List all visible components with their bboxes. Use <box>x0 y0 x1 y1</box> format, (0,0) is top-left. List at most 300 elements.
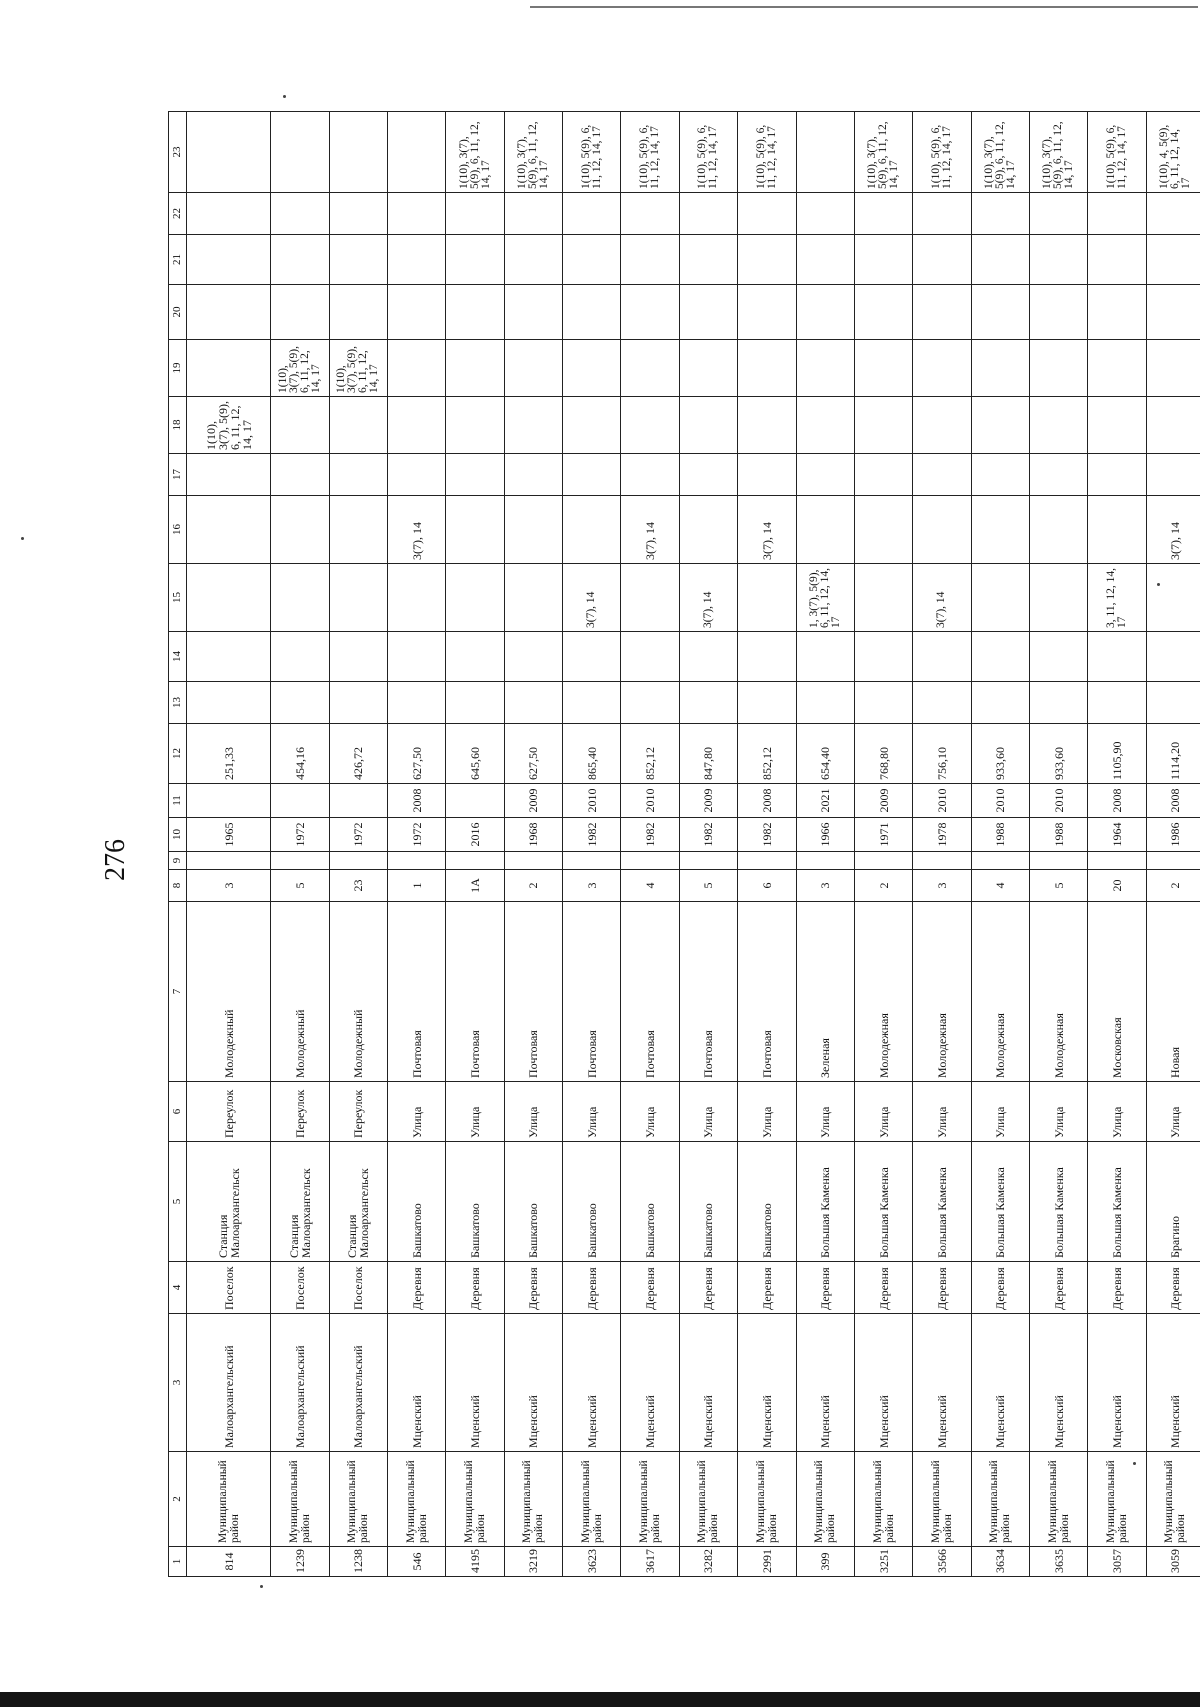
table-cell-col-16 <box>329 496 387 564</box>
table-cell-col-23: 1(10), 3(7), 5(9), 6, 11, 12, 14, 17 <box>446 112 504 193</box>
table-cell-col-8: 6 <box>738 870 796 902</box>
table-cell-col-19 <box>388 340 446 397</box>
table-cell-col-9 <box>504 852 562 870</box>
table-cell-col-9 <box>186 852 271 870</box>
table-cell-col-1: 3282 <box>679 1547 737 1577</box>
table-cell-col-11 <box>186 784 271 818</box>
table-row <box>621 112 679 1577</box>
table-cell-col-3: Мценский <box>1146 1314 1200 1452</box>
table-cell-col-20 <box>186 285 271 340</box>
table-cell-col-4: Поселок <box>186 1262 271 1314</box>
table-cell-col-2: Муниципальный район <box>1088 1452 1146 1547</box>
table-cell-col-16 <box>971 496 1029 564</box>
table-cell-col-9 <box>913 852 971 870</box>
table-cell-col-17 <box>1029 454 1087 496</box>
table-cell-col-1: 1239 <box>271 1547 329 1577</box>
table-cell-col-23: 1(10), 3(7), 5(9), 6, 11, 12, 14, 17 <box>1029 112 1087 193</box>
table-cell-col-5: Башкатово <box>738 1142 796 1262</box>
table-cell-col-15: 3(7), 14 <box>563 564 621 632</box>
table-cell-col-18 <box>738 397 796 454</box>
table-cell-col-15 <box>388 564 446 632</box>
table-cell-col-7: Московская <box>1088 902 1146 1082</box>
table-cell-col-10: 1988 <box>1029 818 1087 852</box>
table-cell-col-4: Деревня <box>388 1262 446 1314</box>
table-cell-col-8: 3 <box>563 870 621 902</box>
table-cell-col-23: 1(10), 5(9), 6, 11, 12, 14, 17 <box>621 112 679 193</box>
table-cell-col-3: Малоархангельский <box>186 1314 271 1452</box>
table-cell-col-21 <box>971 235 1029 285</box>
table-cell-col-8: 3 <box>186 870 271 902</box>
table-cell-col-12: 654,40 <box>796 724 854 784</box>
scan-speck <box>283 95 286 98</box>
table-cell-col-11: 2010 <box>1029 784 1087 818</box>
table-cell-col-20 <box>1146 285 1200 340</box>
page-number: 276 <box>100 839 131 881</box>
table-cell-col-18: 1(10), 3(7), 5(9), 6, 11, 12, 14, 17 <box>186 397 271 454</box>
table-cell-col-13 <box>1088 682 1146 724</box>
table-cell-col-22 <box>679 193 737 235</box>
rotated-table-frame <box>168 112 1200 1577</box>
table-cell-col-14 <box>329 632 387 682</box>
table-cell-col-14 <box>1029 632 1087 682</box>
housing-register-table <box>168 111 1200 1577</box>
table-cell-col-7: Молодежный <box>271 902 329 1082</box>
table-row <box>679 112 737 1577</box>
table-cell-col-8: 1А <box>446 870 504 902</box>
table-cell-col-20 <box>913 285 971 340</box>
table-cell-col-7: Почтовая <box>446 902 504 1082</box>
table-cell-col-22 <box>738 193 796 235</box>
table-cell-col-23 <box>186 112 271 193</box>
column-number: 15 <box>169 564 187 632</box>
table-cell-col-10: 1972 <box>388 818 446 852</box>
table-cell-col-20 <box>329 285 387 340</box>
table-cell-col-5: Станция Малоархангельск <box>329 1142 387 1262</box>
table-cell-col-6: Улица <box>679 1082 737 1142</box>
table-cell-col-7: Молодежная <box>1029 902 1087 1082</box>
table-cell-col-19 <box>679 340 737 397</box>
table-row <box>446 112 504 1577</box>
table-cell-col-19 <box>1088 340 1146 397</box>
table-cell-col-6: Улица <box>971 1082 1029 1142</box>
table-cell-col-16 <box>186 496 271 564</box>
table-cell-col-11: 2010 <box>971 784 1029 818</box>
table-cell-col-6: Улица <box>796 1082 854 1142</box>
table-cell-col-21 <box>679 235 737 285</box>
table-cell-col-5: Большая Каменка <box>971 1142 1029 1262</box>
table-cell-col-3: Мценский <box>796 1314 854 1452</box>
table-cell-col-10: 1966 <box>796 818 854 852</box>
table-cell-col-4: Деревня <box>854 1262 912 1314</box>
table-cell-col-15: 3(7), 14 <box>679 564 737 632</box>
table-cell-col-5: Большая Каменка <box>1088 1142 1146 1262</box>
table-cell-col-13 <box>388 682 446 724</box>
column-number: 6 <box>169 1082 187 1142</box>
table-cell-col-10: 1982 <box>563 818 621 852</box>
column-number: 7 <box>169 902 187 1082</box>
table-cell-col-17 <box>971 454 1029 496</box>
scan-speck <box>260 1585 263 1588</box>
table-cell-col-2: Муниципальный район <box>446 1452 504 1547</box>
table-cell-col-22 <box>796 193 854 235</box>
table-cell-col-7: Зеленая <box>796 902 854 1082</box>
table-cell-col-10: 1988 <box>971 818 1029 852</box>
table-cell-col-21 <box>329 235 387 285</box>
table-cell-col-20 <box>446 285 504 340</box>
table-cell-col-13 <box>738 682 796 724</box>
table-cell-col-17 <box>504 454 562 496</box>
table-cell-col-12: 1105,90 <box>1088 724 1146 784</box>
column-number-row <box>169 112 187 1577</box>
table-cell-col-1: 4195 <box>446 1547 504 1577</box>
table-cell-col-17 <box>1146 454 1200 496</box>
table-cell-col-21 <box>621 235 679 285</box>
table-cell-col-20 <box>679 285 737 340</box>
table-cell-col-17 <box>446 454 504 496</box>
table-cell-col-3: Мценский <box>738 1314 796 1452</box>
table-cell-col-3: Малоархангельский <box>329 1314 387 1452</box>
table-cell-col-4: Деревня <box>621 1262 679 1314</box>
table-cell-col-6: Улица <box>388 1082 446 1142</box>
table-cell-col-11: 2008 <box>738 784 796 818</box>
table-cell-col-6: Улица <box>854 1082 912 1142</box>
table-cell-col-4: Деревня <box>1029 1262 1087 1314</box>
table-cell-col-9 <box>271 852 329 870</box>
table-cell-col-9 <box>679 852 737 870</box>
table-cell-col-1: 814 <box>186 1547 271 1577</box>
table-cell-col-7: Почтовая <box>679 902 737 1082</box>
table-cell-col-21 <box>854 235 912 285</box>
table-cell-col-23 <box>271 112 329 193</box>
table-cell-col-22 <box>504 193 562 235</box>
table-cell-col-12: 645,60 <box>446 724 504 784</box>
table-cell-col-2: Муниципальный район <box>186 1452 271 1547</box>
table-cell-col-2: Муниципальный район <box>1029 1452 1087 1547</box>
column-number: 8 <box>169 870 187 902</box>
table-cell-col-22 <box>329 193 387 235</box>
table-cell-col-7: Молодежный <box>329 902 387 1082</box>
table-cell-col-20 <box>854 285 912 340</box>
table-cell-col-16 <box>504 496 562 564</box>
table-cell-col-4: Деревня <box>446 1262 504 1314</box>
table-cell-col-6: Улица <box>1088 1082 1146 1142</box>
table-cell-col-11 <box>446 784 504 818</box>
table-cell-col-23: 1(10), 5(9), 6, 11, 12, 14, 17 <box>679 112 737 193</box>
table-cell-col-9 <box>796 852 854 870</box>
table-cell-col-9 <box>1088 852 1146 870</box>
table-cell-col-21 <box>271 235 329 285</box>
table-row <box>271 112 329 1577</box>
table-cell-col-9 <box>854 852 912 870</box>
table-cell-col-5: Большая Каменка <box>913 1142 971 1262</box>
table-cell-col-17 <box>796 454 854 496</box>
table-cell-col-17 <box>186 454 271 496</box>
table-cell-col-15 <box>854 564 912 632</box>
table-cell-col-16 <box>796 496 854 564</box>
table-cell-col-10: 1965 <box>186 818 271 852</box>
table-cell-col-4: Деревня <box>738 1262 796 1314</box>
table-cell-col-6: Переулок <box>329 1082 387 1142</box>
table-cell-col-1: 3566 <box>913 1547 971 1577</box>
table-cell-col-18 <box>271 397 329 454</box>
table-cell-col-17 <box>913 454 971 496</box>
table-cell-col-23: 1(10), 5(9), 6, 11, 12, 14, 17 <box>563 112 621 193</box>
table-cell-col-7: Почтовая <box>388 902 446 1082</box>
table-cell-col-6: Улица <box>1029 1082 1087 1142</box>
table-cell-col-12: 454,16 <box>271 724 329 784</box>
table-cell-col-5: Брагино <box>1146 1142 1200 1262</box>
table-cell-col-15 <box>1146 564 1200 632</box>
table-cell-col-12: 933,60 <box>971 724 1029 784</box>
table-cell-col-22 <box>913 193 971 235</box>
table-cell-col-18 <box>796 397 854 454</box>
table-cell-col-22 <box>446 193 504 235</box>
table-cell-col-16 <box>446 496 504 564</box>
table-cell-col-19 <box>854 340 912 397</box>
table-cell-col-16: 3(7), 14 <box>1146 496 1200 564</box>
table-cell-col-2: Муниципальный район <box>621 1452 679 1547</box>
table-cell-col-13 <box>186 682 271 724</box>
table-cell-col-7: Почтовая <box>621 902 679 1082</box>
table-row <box>1029 112 1087 1577</box>
scan-speck <box>21 537 24 540</box>
table-cell-col-10: 1972 <box>329 818 387 852</box>
table-cell-col-20 <box>621 285 679 340</box>
table-cell-col-12: 852,12 <box>738 724 796 784</box>
table-cell-col-11: 2008 <box>388 784 446 818</box>
table-cell-col-9 <box>446 852 504 870</box>
table-cell-col-8: 3 <box>913 870 971 902</box>
table-cell-col-8: 1 <box>388 870 446 902</box>
scan-bottom-edge <box>0 1692 1200 1707</box>
table-cell-col-4: Деревня <box>679 1262 737 1314</box>
table-cell-col-19 <box>186 340 271 397</box>
table-body <box>169 112 1200 1577</box>
table-cell-col-20 <box>271 285 329 340</box>
table-cell-col-13 <box>504 682 562 724</box>
table-cell-col-4: Деревня <box>1088 1262 1146 1314</box>
table-cell-col-20 <box>388 285 446 340</box>
table-cell-col-8: 5 <box>679 870 737 902</box>
table-cell-col-10: 1982 <box>738 818 796 852</box>
table-cell-col-12: 768,80 <box>854 724 912 784</box>
table-cell-col-16 <box>854 496 912 564</box>
table-cell-col-3: Мценский <box>388 1314 446 1452</box>
table-cell-col-8: 2 <box>504 870 562 902</box>
table-cell-col-16 <box>1029 496 1087 564</box>
table-cell-col-21 <box>1029 235 1087 285</box>
table-cell-col-16: 3(7), 14 <box>738 496 796 564</box>
table-cell-col-3: Мценский <box>1088 1314 1146 1452</box>
table-cell-col-22 <box>388 193 446 235</box>
table-row <box>186 112 271 1577</box>
table-cell-col-8: 23 <box>329 870 387 902</box>
column-number: 21 <box>169 235 187 285</box>
table-cell-col-15 <box>504 564 562 632</box>
table-cell-col-4: Деревня <box>913 1262 971 1314</box>
table-cell-col-10: 1968 <box>504 818 562 852</box>
table-cell-col-21 <box>446 235 504 285</box>
column-number: 10 <box>169 818 187 852</box>
table-cell-col-12: 865,40 <box>563 724 621 784</box>
table-cell-col-14 <box>796 632 854 682</box>
column-number: 11 <box>169 784 187 818</box>
column-number: 14 <box>169 632 187 682</box>
table-cell-col-21 <box>913 235 971 285</box>
table-cell-col-5: Станция Малоархангельск <box>271 1142 329 1262</box>
column-number: 18 <box>169 397 187 454</box>
column-number: 19 <box>169 340 187 397</box>
table-row <box>971 112 1029 1577</box>
table-cell-col-18 <box>913 397 971 454</box>
table-cell-col-13 <box>854 682 912 724</box>
table-cell-col-21 <box>563 235 621 285</box>
table-cell-col-11: 2010 <box>621 784 679 818</box>
table-cell-col-3: Мценский <box>854 1314 912 1452</box>
table-cell-col-4: Деревня <box>796 1262 854 1314</box>
table-cell-col-14 <box>913 632 971 682</box>
table-cell-col-14 <box>388 632 446 682</box>
table-cell-col-9 <box>738 852 796 870</box>
table-cell-col-19: 1(10), 3(7), 5(9), 6, 11, 12, 14, 17 <box>271 340 329 397</box>
table-cell-col-22 <box>621 193 679 235</box>
table-cell-col-15 <box>971 564 1029 632</box>
table-cell-col-15: 3(7), 14 <box>913 564 971 632</box>
table-cell-col-9 <box>1029 852 1087 870</box>
table-cell-col-2: Муниципальный район <box>738 1452 796 1547</box>
column-number: 4 <box>169 1262 187 1314</box>
table-cell-col-2: Муниципальный район <box>913 1452 971 1547</box>
table-cell-col-8: 2 <box>1146 870 1200 902</box>
table-cell-col-2: Муниципальный район <box>971 1452 1029 1547</box>
table-row <box>1146 112 1200 1577</box>
table-cell-col-22 <box>854 193 912 235</box>
table-cell-col-18 <box>854 397 912 454</box>
table-cell-col-19: 1(10), 3(7), 5(9), 6, 11, 12, 14, 17 <box>329 340 387 397</box>
table-cell-col-23 <box>329 112 387 193</box>
table-cell-col-2: Муниципальный район <box>504 1452 562 1547</box>
table-cell-col-21 <box>388 235 446 285</box>
table-cell-col-14 <box>621 632 679 682</box>
table-cell-col-7: Почтовая <box>504 902 562 1082</box>
table-cell-col-18 <box>329 397 387 454</box>
table-cell-col-2: Муниципальный район <box>854 1452 912 1547</box>
column-number: 22 <box>169 193 187 235</box>
table-cell-col-4: Деревня <box>971 1262 1029 1314</box>
table-cell-col-10: 1986 <box>1146 818 1200 852</box>
table-cell-col-13 <box>1146 682 1200 724</box>
table-cell-col-1: 3251 <box>854 1547 912 1577</box>
table-cell-col-16 <box>679 496 737 564</box>
table-cell-col-21 <box>186 235 271 285</box>
table-cell-col-17 <box>329 454 387 496</box>
table-cell-col-1: 3634 <box>971 1547 1029 1577</box>
table-cell-col-17 <box>271 454 329 496</box>
table-cell-col-17 <box>738 454 796 496</box>
table-cell-col-7: Почтовая <box>738 902 796 1082</box>
table-row <box>563 112 621 1577</box>
table-row <box>504 112 562 1577</box>
table-cell-col-9 <box>388 852 446 870</box>
table-cell-col-9 <box>329 852 387 870</box>
table-cell-col-12: 627,50 <box>388 724 446 784</box>
table-cell-col-18 <box>971 397 1029 454</box>
table-cell-col-14 <box>563 632 621 682</box>
table-cell-col-10: 1978 <box>913 818 971 852</box>
table-cell-col-2: Муниципальный район <box>796 1452 854 1547</box>
table-cell-col-8: 5 <box>271 870 329 902</box>
table-cell-col-4: Деревня <box>1146 1262 1200 1314</box>
table-cell-col-10: 1982 <box>621 818 679 852</box>
table-cell-col-15 <box>186 564 271 632</box>
table-cell-col-23: 1(10), 5(9), 6, 11, 12, 14, 17 <box>1088 112 1146 193</box>
table-cell-col-17 <box>679 454 737 496</box>
table-cell-col-16 <box>1088 496 1146 564</box>
table-cell-col-23 <box>796 112 854 193</box>
table-cell-col-13 <box>271 682 329 724</box>
table-cell-col-3: Мценский <box>563 1314 621 1452</box>
table-cell-col-5: Башкатово <box>388 1142 446 1262</box>
table-cell-col-8: 4 <box>971 870 1029 902</box>
table-cell-col-10: 1972 <box>271 818 329 852</box>
table-cell-col-12: 627,50 <box>504 724 562 784</box>
table-cell-col-8: 20 <box>1088 870 1146 902</box>
table-cell-col-12: 847,80 <box>679 724 737 784</box>
table-cell-col-5: Башкатово <box>446 1142 504 1262</box>
table-cell-col-19 <box>446 340 504 397</box>
table-cell-col-19 <box>913 340 971 397</box>
table-cell-col-13 <box>621 682 679 724</box>
table-cell-col-7: Молодежная <box>971 902 1029 1082</box>
table-cell-col-6: Переулок <box>271 1082 329 1142</box>
table-cell-col-2: Муниципальный район <box>388 1452 446 1547</box>
table-cell-col-13 <box>1029 682 1087 724</box>
table-cell-col-21 <box>738 235 796 285</box>
column-number: 16 <box>169 496 187 564</box>
table-cell-col-21 <box>796 235 854 285</box>
table-cell-col-2: Муниципальный район <box>271 1452 329 1547</box>
table-cell-col-6: Улица <box>563 1082 621 1142</box>
table-cell-col-15 <box>738 564 796 632</box>
table-cell-col-17 <box>854 454 912 496</box>
table-cell-col-12: 251,33 <box>186 724 271 784</box>
table-cell-col-23 <box>388 112 446 193</box>
table-cell-col-12: 933,60 <box>1029 724 1087 784</box>
table-cell-col-2: Муниципальный район <box>329 1452 387 1547</box>
table-cell-col-14 <box>738 632 796 682</box>
table-cell-col-5: Башкатово <box>504 1142 562 1262</box>
table-cell-col-20 <box>1088 285 1146 340</box>
table-cell-col-7: Почтовая <box>563 902 621 1082</box>
column-number: 13 <box>169 682 187 724</box>
table-cell-col-21 <box>1146 235 1200 285</box>
table-cell-col-18 <box>563 397 621 454</box>
table-cell-col-3: Малоархангельский <box>271 1314 329 1452</box>
table-cell-col-3: Мценский <box>913 1314 971 1452</box>
table-cell-col-13 <box>563 682 621 724</box>
table-cell-col-12: 426,72 <box>329 724 387 784</box>
table-cell-col-3: Мценский <box>446 1314 504 1452</box>
table-cell-col-18 <box>1088 397 1146 454</box>
table-cell-col-7: Молодежная <box>854 902 912 1082</box>
table-cell-col-5: Большая Каменка <box>1029 1142 1087 1262</box>
table-cell-col-3: Мценский <box>504 1314 562 1452</box>
table-cell-col-1: 3617 <box>621 1547 679 1577</box>
table-cell-col-3: Мценский <box>621 1314 679 1452</box>
table-cell-col-1: 3623 <box>563 1547 621 1577</box>
table-cell-col-17 <box>1088 454 1146 496</box>
table-cell-col-8: 4 <box>621 870 679 902</box>
